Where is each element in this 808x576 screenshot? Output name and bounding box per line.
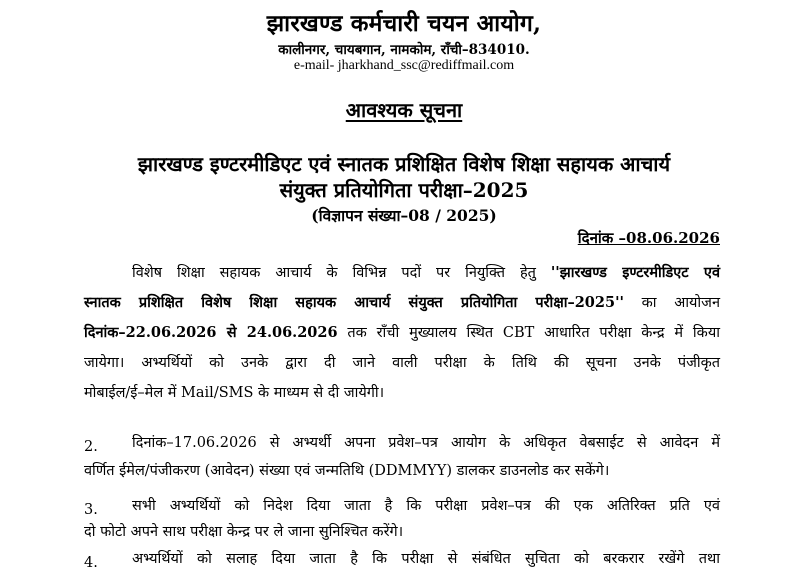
item-3-line-2: दो फोटो अपने साथ परीक्षा केन्द्र पर ले जाना सुनिश्चित करेंगे।: [84, 524, 404, 540]
organization-email: e-mail- jharkhand_ssc@rediffmail.com: [293, 58, 515, 73]
para1-text-2a: स्नातक प्रशिक्षित विशेष शिक्षा सहायक आचार्य संयुक्त प्रतियोगिता परीक्षा–2025'': [84, 294, 624, 311]
organization-address: कालीनगर, चायबगान, नामकोम, राँची–834010.: [278, 42, 530, 58]
item-2-number: 2.: [84, 439, 98, 455]
item-3-line-1: सभी अभ्यर्थियों को निदेश दिया जाता है कि परीक्षा प्रवेश–पत्र की एक अतिरिक्त प्रति एवं: [132, 498, 720, 514]
exam-title-line-2: संयुक्त प्रतियोगिता परीक्षा–2025: [279, 178, 529, 202]
item-4-number: 4.: [84, 555, 98, 571]
para1-text-3b: तक राँची मुख्यालय स्थित CBT आधारित परीक्षा केन्द्र में किया: [337, 325, 720, 341]
paragraph-1-line-3: [84, 320, 720, 346]
organization-name: झारखण्ड कर्मचारी चयन आयोग,: [266, 10, 542, 37]
paragraph-1-line-1: [84, 260, 720, 286]
paragraph-1-line-2: [84, 290, 720, 316]
item-4-line-1: अभ्यर्थियों को सलाह दिया जाता है कि परीक्षा से संबंधित सुचिता को बरकरार रखेंगे तथा: [132, 551, 720, 567]
para1-text-2b: का आयोजन: [623, 295, 720, 311]
exam-title-line-1: झारखण्ड इण्टरमीडिएट एवं स्नातक प्रशिक्षित विशेष शिक्षा सहायक आचार्य: [137, 152, 671, 176]
para1-text-3a: दिनांक–22.06.2026 से 24.06.2026: [84, 324, 338, 341]
item-2-line-1: दिनांक–17.06.2026 से अभ्यर्थी अपना प्रवेश–पत्र आयोग के अधिकृत वेबसाईट से आवेदन में: [132, 435, 720, 451]
paragraph-1-line-5: मोबाईल/ई–मेल में Mail/SMS के माध्यम से दी जायेगी।: [84, 385, 385, 401]
para1-text-1b: ''झारखण्ड इण्टरमीडिएट एवं: [550, 264, 721, 281]
advertisement-number: (विज्ञापन संख्या–08 / 2025): [311, 206, 497, 225]
item-3-number: 3.: [84, 502, 98, 518]
notice-date: दिनांक –08.06.2026: [577, 229, 720, 247]
paragraph-1-line-4: जायेगा। अभ्यर्थियों को उनके द्वारा दी जाने वाली परीक्षा के तिथि की सूचना उनके पंजीकृत: [84, 355, 720, 371]
item-2-line-2: वर्णित ईमेल/पंजीकरण (आवेदन) संख्या एवं जन्मतिथि (DDMMYY) डालकर डाउनलोड कर सकेंगे।: [84, 463, 610, 479]
para1-text-1a: विशेष शिक्षा सहायक आचार्य के विभिन्न पदों पर नियुक्ति हेतु: [132, 265, 551, 281]
notice-title: आवश्यक सूचना: [345, 98, 463, 122]
